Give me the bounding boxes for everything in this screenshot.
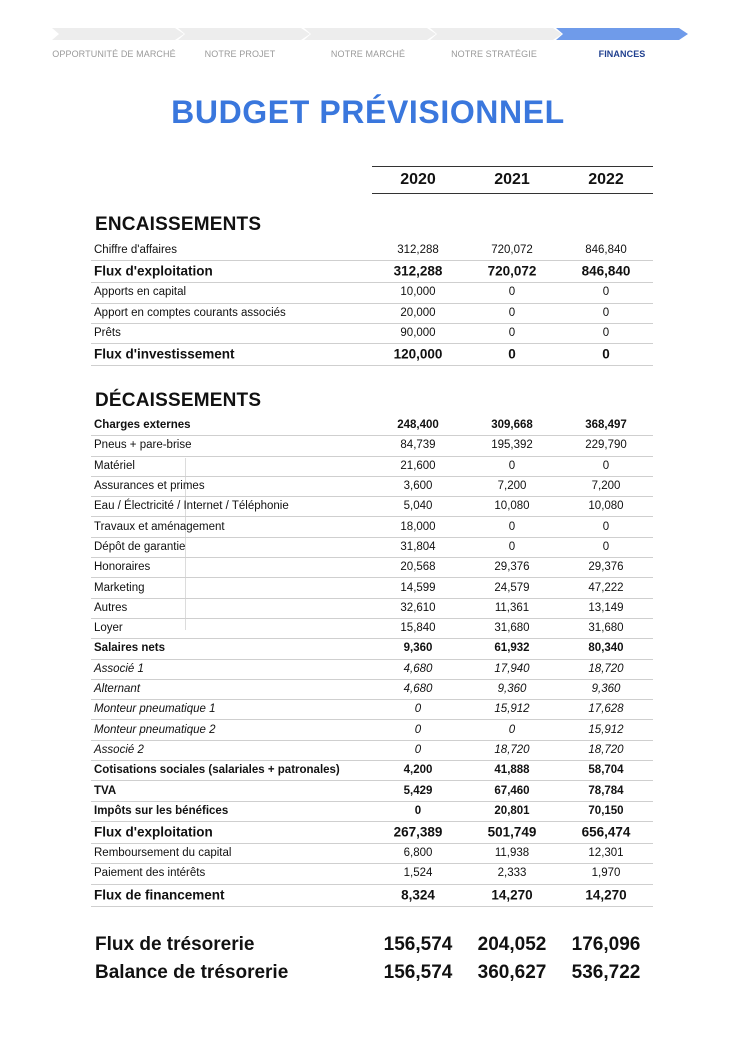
cell-2021: 0: [508, 540, 516, 553]
cell-2020: 84,739: [400, 439, 436, 452]
cell-2021: 309,668: [491, 419, 533, 432]
row-label: Remboursement du capital: [94, 847, 232, 860]
cell-2020: 9,360: [403, 642, 433, 655]
cell-2022: 17,628: [588, 703, 624, 716]
table-row: [91, 435, 653, 456]
cell-2021: 7,200: [497, 480, 527, 493]
row-label: Assurances et primes: [94, 480, 205, 493]
cell-2020: 32,610: [400, 601, 436, 614]
table-row: [91, 821, 653, 844]
cell-2022: 78,784: [588, 784, 624, 797]
cell-2020: 21,600: [400, 459, 436, 472]
cell-2021: 41,888: [494, 764, 530, 777]
total-value-2022: 176,096: [571, 934, 641, 955]
cell-2020: 90,000: [400, 327, 436, 340]
cell-2020: 312,288: [397, 244, 439, 257]
cell-2021: 0: [508, 723, 516, 736]
cell-2022: 47,222: [588, 581, 624, 594]
cell-2022: 80,340: [588, 642, 624, 655]
table-row: [91, 598, 653, 619]
nav-label-marche[interactable]: NOTRE MARCHÉ: [330, 49, 406, 59]
cell-2021: 0: [508, 286, 516, 299]
row-label: Paiement des intérêts: [94, 867, 206, 880]
progress-step-strategie[interactable]: [430, 28, 562, 40]
cell-2020: 5,040: [403, 500, 433, 513]
progress-step-opportunite[interactable]: [52, 28, 184, 40]
cell-2020: 4,680: [403, 662, 433, 675]
row-label: Honoraires: [94, 561, 151, 574]
cell-2021: 11,938: [494, 847, 530, 860]
progress-step-marche[interactable]: [304, 28, 436, 40]
cell-2020: 267,389: [393, 824, 443, 840]
cell-2021: 24,579: [494, 581, 530, 594]
section-heading-encaissements: ENCAISSEMENTS: [95, 214, 262, 235]
cell-2021: 31,680: [494, 622, 530, 635]
row-label: Alternant: [94, 683, 141, 696]
cell-2020: 0: [414, 703, 422, 716]
table-row: [91, 415, 653, 436]
cell-2020: 20,000: [400, 306, 436, 319]
cell-2022: 70,150: [588, 804, 624, 817]
cell-2021: 195,392: [491, 439, 533, 452]
cell-2020: 20,568: [400, 561, 436, 574]
cell-2020: 0: [414, 723, 422, 736]
total-value-2021: 204,052: [477, 934, 547, 955]
table-row: [91, 517, 653, 538]
table-row: [91, 456, 653, 477]
row-label: Monteur pneumatique 2: [94, 723, 216, 736]
row-label: Flux de financement: [94, 887, 225, 903]
row-label: Cotisations sociales (salariales + patronales): [94, 764, 340, 777]
cell-2022: 0: [602, 306, 610, 319]
nav-label-finances[interactable]: FINANCES: [598, 49, 646, 59]
cell-2020: 4,680: [403, 683, 433, 696]
cell-2021: 11,361: [494, 601, 530, 614]
total-balance-tresorerie: [95, 962, 655, 988]
nav-label-opportunite[interactable]: OPPORTUNITÉ DE MARCHÉ: [52, 49, 176, 59]
table-row: [91, 740, 653, 761]
cell-2022: 0: [602, 459, 610, 472]
row-label: Pneus + pare-brise: [94, 439, 192, 452]
cell-2022: 29,376: [588, 561, 624, 574]
cell-2022: 846,840: [585, 244, 627, 257]
table-row: [91, 557, 653, 578]
table-row: [91, 323, 653, 344]
row-label: TVA: [94, 784, 117, 797]
cell-2022: 58,704: [588, 764, 624, 777]
cell-2021: 14,270: [491, 887, 533, 903]
cell-2022: 0: [602, 286, 610, 299]
row-label: Charges externes: [94, 419, 191, 432]
row-label: Flux d'exploitation: [94, 263, 213, 279]
row-label: Impôts sur les bénéfices: [94, 804, 229, 817]
progress-step-finances[interactable]: [556, 28, 688, 40]
cell-2022: 0: [602, 327, 610, 340]
cell-2021: 29,376: [494, 561, 530, 574]
year-2022: 2022: [588, 171, 624, 188]
table-row: [91, 577, 653, 598]
row-label: Salaires nets: [94, 642, 165, 655]
row-label: Eau / Électricité / Internet / Téléphonie: [94, 500, 289, 513]
row-label: Chiffre d'affaires: [94, 244, 177, 257]
section-heading-decaissements: DÉCAISSEMENTS: [95, 390, 262, 411]
year-2020: 2020: [400, 171, 436, 188]
cell-2021: 67,460: [494, 784, 530, 797]
total-value-2020: 156,574: [383, 962, 453, 983]
cell-2021: 501,749: [487, 824, 537, 840]
cell-2020: 8,324: [401, 887, 435, 903]
cell-2022: 846,840: [581, 263, 631, 279]
cell-2021: 18,720: [494, 743, 530, 756]
cell-2022: 1,970: [591, 867, 621, 880]
row-label: Apport en comptes courants associés: [94, 306, 286, 319]
total-value-2022: 536,722: [571, 962, 641, 983]
cell-2022: 18,720: [588, 743, 624, 756]
cell-2022: 656,474: [581, 824, 631, 840]
cell-2021: 0: [508, 306, 516, 319]
cell-2022: 229,790: [585, 439, 627, 452]
cell-2021: 17,940: [494, 662, 530, 675]
cell-2020: 5,429: [403, 784, 433, 797]
table-row: [91, 282, 653, 303]
cell-2020: 4,200: [403, 764, 433, 777]
table-row: [91, 618, 653, 639]
cell-2020: 0: [414, 804, 422, 817]
total-label: Flux de trésorerie: [95, 934, 255, 955]
cell-2020: 312,288: [393, 263, 443, 279]
cell-2021: 20,801: [494, 804, 530, 817]
row-label: Marketing: [94, 581, 145, 594]
cell-2020: 18,000: [400, 520, 436, 533]
table-row: [91, 476, 653, 497]
cell-2020: 15,840: [400, 622, 436, 635]
cell-2022: 9,360: [591, 683, 621, 696]
row-label: Loyer: [94, 622, 123, 635]
cell-2022: 12,301: [588, 847, 624, 860]
nav-label-projet[interactable]: NOTRE PROJET: [204, 49, 276, 59]
cell-2021: 0: [508, 520, 516, 533]
nav-label-strategie[interactable]: NOTRE STRATÉGIE: [451, 49, 537, 59]
row-label: Autres: [94, 601, 128, 614]
table-row: [91, 699, 653, 720]
row-label: Matériel: [94, 459, 135, 472]
total-value-2020: 156,574: [383, 934, 453, 955]
cell-2021: 0: [508, 327, 516, 340]
cell-2022: 18,720: [588, 662, 624, 675]
cell-2022: 0: [602, 540, 610, 553]
cell-2021: 15,912: [494, 703, 530, 716]
total-value-2021: 360,627: [477, 962, 547, 983]
cell-2021: 0: [508, 346, 516, 362]
table-row: [91, 496, 653, 517]
progress-bar: [52, 28, 688, 40]
cell-2020: 6,800: [403, 847, 433, 860]
cell-2021: 0: [508, 459, 516, 472]
progress-step-projet[interactable]: [178, 28, 310, 40]
year-header: [372, 166, 653, 194]
cell-2022: 10,080: [588, 500, 624, 513]
table-row: [91, 240, 653, 261]
total-label: Balance de trésorerie: [95, 962, 289, 983]
table-row: [91, 638, 653, 659]
cell-2022: 15,912: [588, 723, 624, 736]
cell-2022: 0: [602, 520, 610, 533]
row-label: Flux d'investissement: [94, 346, 235, 362]
row-label: Monteur pneumatique 1: [94, 703, 216, 716]
cell-2020: 248,400: [397, 419, 439, 432]
row-label: Travaux et aménagement: [94, 520, 225, 533]
cell-2022: 7,200: [591, 480, 621, 493]
table-row: [91, 801, 653, 822]
table-row: [91, 780, 653, 801]
table-row: [91, 260, 653, 283]
year-2021: 2021: [494, 171, 530, 188]
cell-2022: 13,149: [588, 601, 624, 614]
table-row: [91, 343, 653, 366]
cell-2021: 10,080: [494, 500, 530, 513]
table-row: [91, 303, 653, 324]
cell-2022: 14,270: [585, 887, 627, 903]
cell-2021: 2,333: [497, 867, 527, 880]
cell-2020: 31,804: [400, 540, 436, 553]
cell-2020: 0: [414, 743, 422, 756]
cell-2022: 0: [602, 346, 610, 362]
total-flux-tresorerie: [95, 934, 655, 960]
cell-2020: 1,524: [403, 867, 433, 880]
table-row: [91, 537, 653, 558]
page-title: BUDGET PRÉVISIONNEL: [171, 94, 565, 130]
cell-2021: 720,072: [487, 263, 537, 279]
cell-2021: 720,072: [491, 244, 533, 257]
table-row: [91, 863, 653, 884]
row-label: Prêts: [94, 327, 121, 340]
table-row: [91, 760, 653, 781]
table-row: [91, 720, 653, 741]
cell-2020: 14,599: [400, 581, 436, 594]
row-label: Apports en capital: [94, 286, 187, 299]
cell-2022: 31,680: [588, 622, 624, 635]
cell-2020: 10,000: [400, 286, 436, 299]
row-label: Associé 2: [94, 743, 144, 756]
table-row: [91, 679, 653, 700]
row-label: Associé 1: [94, 662, 144, 675]
cell-2021: 61,932: [494, 642, 530, 655]
table-row: [91, 884, 653, 907]
row-label: Dépôt de garantie: [94, 540, 186, 553]
cell-2020: 3,600: [403, 480, 433, 493]
table-row: [91, 659, 653, 680]
table-row: [91, 843, 653, 864]
row-label: Flux d'exploitation: [94, 824, 213, 840]
cell-2020: 120,000: [393, 346, 443, 362]
cell-2021: 9,360: [497, 683, 527, 696]
cell-2022: 368,497: [585, 419, 627, 432]
